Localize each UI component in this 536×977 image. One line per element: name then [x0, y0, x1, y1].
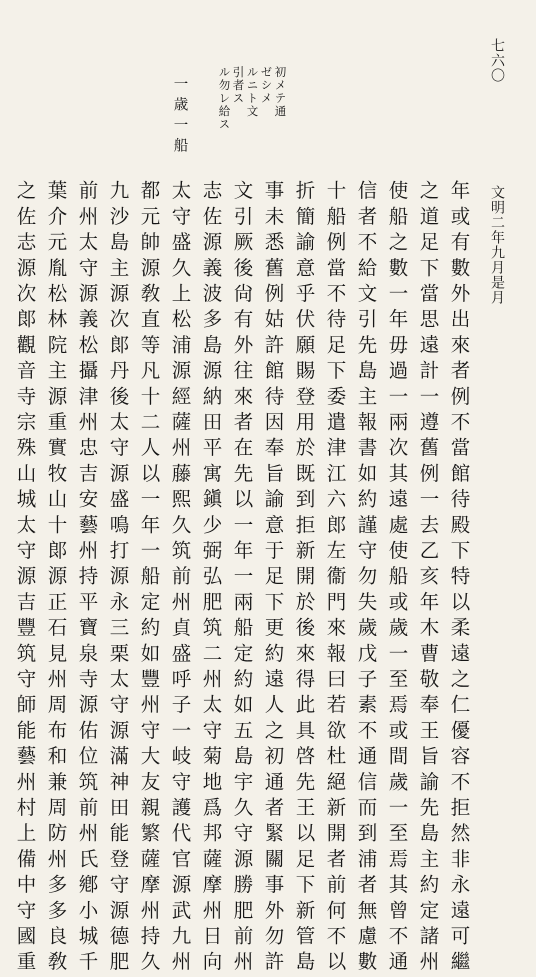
header-note: 初メテ通: [273, 66, 288, 118]
body-column: 都元帥源敎直等凡十二人以一年一船定約如豐州守大友親繁薩摩州持久: [137, 180, 161, 977]
body-column: 使船之數一年毋過一兩次其遠處使船或歲一至焉或間歲一至焉其曾不通: [385, 180, 409, 977]
body-column: 志佐源義波多島源納田平寓鎭少弼弘肥筑二州太守菊地爲邦薩摩州日向: [199, 180, 223, 977]
header-note: ゼシメ: [259, 66, 274, 105]
body-column: 十船例當不待足下委遣津江六郎左衞門來報曰若欲杜絕新開者前何不以: [323, 180, 347, 977]
body-column: 年或有數外出來者例不當館待殿下特以柔遠之仁優容不拒然非永遠可繼: [447, 180, 471, 977]
body-column: 葉介元胤松林院主源重實牧山十郞源正石見州周布和兼周防州多多良敎: [44, 180, 68, 977]
header-note: ル勿レ給ス: [217, 66, 232, 131]
body-column: 信者不給文引先島主報書如約謹守勿失歲戊子素不通信而到浦者無慮數: [354, 180, 378, 977]
body-column: 折簡諭意乎伏願賜登用於既到拒新開於後來得此具啓先王以足下新管島: [292, 180, 316, 977]
ship-label: 一歳一船: [171, 76, 188, 158]
body-column: 文引厥後尙有外往來者在先以一年一兩船定約如五島宇久守源勝肥前州: [230, 180, 254, 977]
running-head: 文明二年九月是月: [489, 185, 505, 305]
body-column: 前州太守源義松攝津州忠吉安藝州持平寶泉寺源佑位筑前州氏鄕小城千: [75, 180, 99, 977]
body-column: 事未悉舊例姑許館待因奉旨諭意于足下更約遠人之初通者緊關事外勿許: [261, 180, 285, 977]
header-note: ルニト文: [245, 66, 260, 118]
body-column: 之道足下當思遠計一遵舊例一去乙亥年木曹敬奉王旨諭先島主約定諸州: [416, 180, 440, 977]
body-column: 太守盛久上松浦源經薩州藤熙久筑前州貞盛呼子一岐守護代官源武九州: [168, 180, 192, 977]
body-column: 之佐志源次郞觀音寺宗殊山城太守源吉豐筑守師能藝州村上備中守國重: [13, 180, 37, 977]
body-column: 九沙島主源次郞丹後太守源盛鳴打源永三栗太守源滿神田能登守源德肥: [106, 180, 130, 977]
page-number: 七六〇: [489, 38, 505, 83]
header-note: 引者ス: [231, 66, 246, 105]
